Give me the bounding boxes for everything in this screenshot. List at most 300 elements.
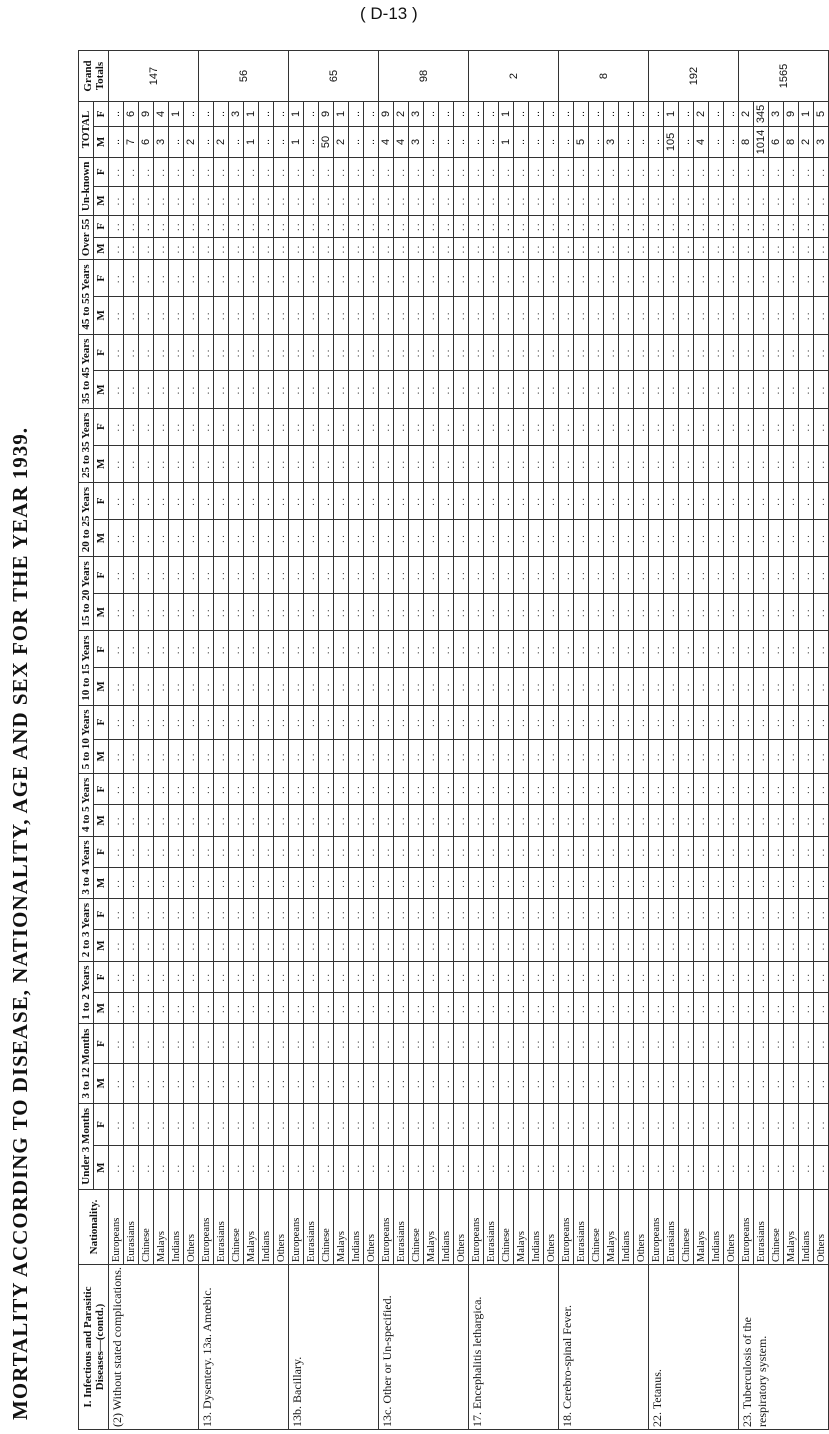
age-sex-cell: .. [334, 1024, 349, 1063]
age-sex-cell: .. [349, 408, 364, 445]
age-sex-cell: .. [244, 483, 259, 520]
age-sex-cell: .. [784, 930, 799, 962]
age-sex-cell: .. [709, 260, 724, 297]
age-sex-cell: .. [784, 1146, 799, 1190]
age-sex-cell: .. [754, 445, 769, 482]
age-sex-cell: .. [529, 739, 544, 774]
age-sex-cell: .. [199, 774, 214, 805]
age-sex-cell: .. [424, 557, 439, 594]
age-sex-cell: .. [544, 1024, 559, 1063]
age-sex-cell: .. [259, 408, 274, 445]
age-sex-cell: .. [184, 992, 199, 1024]
age-sex-cell: .. [169, 260, 184, 297]
age-header: Under 3 Months [79, 1103, 94, 1189]
age-sex-cell: .. [154, 186, 169, 215]
nationality-cell: Eurasians [124, 1190, 139, 1265]
age-sex-cell: .. [574, 334, 589, 371]
age-sex-cell: .. [619, 519, 634, 556]
age-sex-cell: .. [799, 158, 814, 187]
age-header: 2 to 3 Years [79, 899, 94, 962]
age-sex-cell: .. [634, 519, 649, 556]
age-sex-cell: .. [259, 260, 274, 297]
age-sex-cell: .. [619, 215, 634, 237]
age-sex-cell: .. [349, 445, 364, 482]
age-sex-cell: .. [799, 930, 814, 962]
age-sex-cell: .. [754, 930, 769, 962]
age-sex-cell: .. [589, 334, 604, 371]
sex-m: M [94, 668, 109, 705]
age-sex-cell: .. [199, 992, 214, 1024]
age-sex-cell: .. [304, 334, 319, 371]
age-sex-cell: .. [469, 836, 484, 867]
age-sex-cell: .. [334, 930, 349, 962]
age-sex-cell: .. [514, 992, 529, 1024]
age-sex-cell: .. [124, 705, 139, 739]
age-sex-cell: .. [469, 519, 484, 556]
age-sex-cell: .. [514, 519, 529, 556]
age-sex-cell: .. [724, 805, 739, 837]
table-row [754, 51, 769, 1430]
age-sex-cell: .. [289, 739, 304, 774]
age-sex-cell: .. [139, 158, 154, 187]
age-sex-cell: .. [604, 774, 619, 805]
age-sex-cell: .. [634, 631, 649, 668]
age-header: 3 to 4 Years [79, 836, 94, 899]
age-sex-cell: .. [349, 594, 364, 631]
age-sex-cell: .. [439, 774, 454, 805]
age-sex-cell: .. [739, 557, 754, 594]
age-sex-cell: .. [784, 899, 799, 930]
nationality-cell: Malays [604, 1190, 619, 1265]
age-sex-cell: .. [244, 557, 259, 594]
age-sex-cell: .. [274, 961, 289, 992]
age-sex-cell: .. [544, 705, 559, 739]
age-header: 20 to 25 Years [79, 483, 94, 557]
age-sex-cell: .. [784, 408, 799, 445]
age-sex-cell: .. [544, 519, 559, 556]
age-sex-cell: .. [484, 930, 499, 962]
age-sex-cell: .. [409, 774, 424, 805]
age-sex-cell: .. [109, 215, 124, 237]
age-sex-cell: .. [694, 961, 709, 992]
age-sex-cell: .. [289, 992, 304, 1024]
age-sex-cell: .. [319, 1146, 334, 1190]
age-sex-cell: .. [334, 1146, 349, 1190]
age-sex-cell: .. [439, 961, 454, 992]
table-row [154, 51, 169, 1430]
age-sex-cell: .. [274, 1063, 289, 1103]
age-sex-cell: .. [664, 158, 679, 187]
age-sex-cell: .. [424, 237, 439, 260]
age-sex-cell: .. [619, 594, 634, 631]
age-sex-cell: .. [649, 215, 664, 237]
age-sex-cell: .. [544, 930, 559, 962]
age-sex-cell: .. [364, 961, 379, 992]
age-sex-cell: .. [439, 867, 454, 899]
age-sex-cell: .. [184, 237, 199, 260]
age-sex-cell: .. [454, 961, 469, 992]
age-sex-cell: .. [229, 774, 244, 805]
age-sex-cell: .. [679, 260, 694, 297]
age-sex-cell: .. [724, 631, 739, 668]
age-sex-cell: .. [439, 519, 454, 556]
age-sex-cell: .. [559, 445, 574, 482]
age-sex-cell: .. [559, 297, 574, 334]
age-sex-cell: .. [739, 483, 754, 520]
table-row [799, 51, 814, 1430]
age-sex-cell: .. [769, 705, 784, 739]
age-sex-cell: .. [694, 237, 709, 260]
age-sex-cell: .. [724, 215, 739, 237]
age-sex-cell: .. [574, 961, 589, 992]
age-sex-cell: .. [319, 371, 334, 408]
age-sex-cell: .. [424, 186, 439, 215]
age-sex-cell: .. [769, 899, 784, 930]
age-sex-cell: .. [754, 594, 769, 631]
age-sex-cell: .. [784, 483, 799, 520]
total-f-cell: 1 [334, 102, 349, 127]
age-sex-cell: .. [559, 237, 574, 260]
total-f-cell: 4 [154, 102, 169, 127]
age-sex-cell: .. [304, 668, 319, 705]
age-sex-cell: .. [289, 774, 304, 805]
age-sex-cell: .. [544, 334, 559, 371]
age-sex-cell: .. [619, 739, 634, 774]
age-sex-cell: .. [559, 519, 574, 556]
age-sex-cell: .. [469, 408, 484, 445]
age-sex-cell: .. [364, 631, 379, 668]
total-m-cell: 2 [214, 126, 229, 157]
nationality-cell: Europeans [559, 1190, 574, 1265]
age-sex-cell: .. [349, 297, 364, 334]
age-sex-cell: .. [484, 992, 499, 1024]
age-sex-cell: .. [694, 992, 709, 1024]
age-sex-cell: .. [724, 705, 739, 739]
age-sex-cell: .. [784, 158, 799, 187]
table-row [289, 51, 304, 1430]
age-sex-cell: .. [484, 1063, 499, 1103]
table-row [709, 51, 724, 1430]
age-sex-cell: .. [634, 186, 649, 215]
age-sex-cell: .. [199, 158, 214, 187]
age-sex-cell: .. [739, 215, 754, 237]
age-sex-cell: .. [124, 519, 139, 556]
age-sex-cell: .. [214, 158, 229, 187]
age-sex-cell: .. [664, 371, 679, 408]
grand-total-cell: 1565 [739, 51, 829, 102]
age-sex-cell: .. [334, 739, 349, 774]
total-m-cell: .. [274, 126, 289, 157]
age-sex-cell: .. [379, 739, 394, 774]
age-sex-cell: .. [439, 705, 454, 739]
age-sex-cell: .. [739, 899, 754, 930]
age-sex-cell: .. [229, 836, 244, 867]
age-sex-cell: .. [649, 260, 664, 297]
total-m-cell: .. [724, 126, 739, 157]
age-sex-cell: .. [259, 805, 274, 837]
age-sex-cell: .. [409, 1063, 424, 1103]
age-sex-cell: .. [349, 1146, 364, 1190]
age-sex-cell: .. [469, 158, 484, 187]
age-sex-cell: .. [574, 371, 589, 408]
age-sex-cell: .. [469, 668, 484, 705]
age-sex-cell: .. [169, 961, 184, 992]
age-sex-cell: .. [364, 260, 379, 297]
age-sex-cell: .. [349, 930, 364, 962]
age-sex-cell: .. [424, 739, 439, 774]
age-sex-cell: .. [634, 961, 649, 992]
age-sex-cell: .. [154, 1103, 169, 1146]
age-sex-cell: .. [349, 705, 364, 739]
age-sex-cell: .. [769, 594, 784, 631]
age-sex-cell: .. [544, 297, 559, 334]
age-sex-cell: .. [364, 237, 379, 260]
age-sex-cell: .. [559, 186, 574, 215]
age-sex-cell: .. [394, 961, 409, 992]
age-sex-cell: .. [604, 186, 619, 215]
age-sex-cell: .. [724, 930, 739, 962]
age-sex-cell: .. [199, 594, 214, 631]
age-sex-cell: .. [304, 186, 319, 215]
total-f-cell: 1 [289, 102, 304, 127]
sex-f: F [94, 483, 109, 520]
age-sex-cell: .. [274, 739, 289, 774]
age-sex-cell: .. [709, 519, 724, 556]
age-sex-cell: .. [634, 805, 649, 837]
age-sex-cell: .. [709, 371, 724, 408]
total-m-cell: .. [199, 126, 214, 157]
age-sex-cell: .. [754, 519, 769, 556]
age-sex-cell: .. [169, 739, 184, 774]
age-sex-cell: .. [484, 371, 499, 408]
age-sex-cell: .. [559, 774, 574, 805]
age-sex-cell: .. [319, 705, 334, 739]
age-sex-cell: .. [139, 1063, 154, 1103]
age-sex-cell: .. [769, 1146, 784, 1190]
age-sex-cell: .. [559, 334, 574, 371]
age-sex-cell: .. [184, 186, 199, 215]
total-m-cell: 3 [154, 126, 169, 157]
age-sex-cell: .. [469, 237, 484, 260]
age-sex-cell: .. [379, 836, 394, 867]
age-sex-cell: .. [634, 297, 649, 334]
age-sex-cell: .. [619, 930, 634, 962]
total-f-cell: .. [649, 102, 664, 127]
age-sex-cell: .. [154, 992, 169, 1024]
age-sex-cell: .. [244, 408, 259, 445]
age-sex-cell: .. [304, 774, 319, 805]
age-sex-cell: .. [454, 899, 469, 930]
age-sex-cell: .. [484, 739, 499, 774]
age-sex-cell: .. [634, 260, 649, 297]
age-sex-cell: .. [274, 1146, 289, 1190]
age-header: Un-known [79, 158, 94, 216]
age-sex-cell: .. [199, 899, 214, 930]
age-sex-cell: .. [409, 836, 424, 867]
age-sex-cell: .. [469, 705, 484, 739]
age-sex-cell: .. [499, 899, 514, 930]
age-sex-cell: .. [514, 668, 529, 705]
age-sex-cell: .. [364, 297, 379, 334]
age-sex-cell: .. [529, 705, 544, 739]
age-sex-cell: .. [364, 705, 379, 739]
age-sex-cell: .. [544, 774, 559, 805]
total-f-cell: .. [709, 102, 724, 127]
age-sex-cell: .. [499, 371, 514, 408]
grand-total-cell: 2 [469, 51, 559, 102]
table-row [139, 51, 154, 1430]
age-sex-cell: .. [139, 1103, 154, 1146]
age-sex-cell: .. [664, 186, 679, 215]
table-row [604, 51, 619, 1430]
age-sex-cell: .. [694, 899, 709, 930]
age-sex-cell: .. [154, 297, 169, 334]
age-sex-cell: .. [289, 836, 304, 867]
age-sex-cell: .. [514, 774, 529, 805]
age-sex-cell: .. [454, 774, 469, 805]
age-sex-cell: .. [259, 899, 274, 930]
age-sex-cell: .. [334, 774, 349, 805]
table-row [469, 51, 484, 1430]
age-sex-cell: .. [169, 186, 184, 215]
age-sex-cell: .. [424, 215, 439, 237]
age-sex-cell: .. [259, 1063, 274, 1103]
age-sex-cell: .. [754, 805, 769, 837]
total-f-cell: 3 [769, 102, 784, 127]
age-sex-cell: .. [799, 668, 814, 705]
age-sex-cell: .. [619, 158, 634, 187]
age-sex-cell: .. [604, 371, 619, 408]
age-sex-cell: .. [739, 1103, 754, 1146]
age-sex-cell: .. [439, 408, 454, 445]
age-sex-cell: .. [319, 992, 334, 1024]
age-sex-cell: .. [484, 1024, 499, 1063]
sex-f: F [94, 408, 109, 445]
age-sex-cell: .. [709, 1146, 724, 1190]
age-sex-cell: .. [379, 445, 394, 482]
age-sex-cell: .. [424, 1024, 439, 1063]
age-sex-cell: .. [139, 237, 154, 260]
age-sex-cell: .. [499, 668, 514, 705]
age-sex-cell: .. [454, 371, 469, 408]
age-sex-cell: .. [679, 631, 694, 668]
age-sex-cell: .. [424, 705, 439, 739]
age-sex-cell: .. [559, 483, 574, 520]
age-sex-cell: .. [664, 899, 679, 930]
age-sex-cell: .. [784, 836, 799, 867]
age-sex-cell: .. [529, 297, 544, 334]
age-sex-cell: .. [424, 158, 439, 187]
age-sex-cell: .. [349, 739, 364, 774]
age-sex-cell: .. [169, 668, 184, 705]
age-sex-cell: .. [799, 836, 814, 867]
age-sex-cell: .. [424, 930, 439, 962]
age-sex-cell: .. [754, 186, 769, 215]
age-sex-cell: .. [274, 519, 289, 556]
age-sex-cell: .. [589, 631, 604, 668]
nationality-cell: Others [634, 1190, 649, 1265]
age-sex-cell: .. [334, 260, 349, 297]
age-sex-cell: .. [259, 297, 274, 334]
age-sex-cell: .. [514, 215, 529, 237]
age-sex-cell: .. [784, 237, 799, 260]
age-sex-cell: .. [274, 334, 289, 371]
age-sex-cell: .. [559, 1103, 574, 1146]
age-sex-cell: .. [409, 631, 424, 668]
age-sex-cell: .. [634, 1103, 649, 1146]
age-sex-cell: .. [574, 408, 589, 445]
age-sex-cell: .. [544, 1146, 559, 1190]
age-sex-cell: .. [799, 260, 814, 297]
age-sex-cell: .. [169, 1024, 184, 1063]
age-sex-cell: .. [694, 186, 709, 215]
age-sex-cell: .. [184, 631, 199, 668]
age-sex-cell: .. [379, 805, 394, 837]
age-sex-cell: .. [499, 408, 514, 445]
age-sex-cell: .. [169, 483, 184, 520]
age-sex-cell: .. [709, 445, 724, 482]
age-sex-cell: .. [649, 774, 664, 805]
age-sex-cell: .. [709, 1103, 724, 1146]
age-sex-cell: .. [379, 594, 394, 631]
age-sex-cell: .. [139, 961, 154, 992]
age-header: 5 to 10 Years [79, 705, 94, 773]
age-sex-cell: .. [274, 836, 289, 867]
age-sex-cell: .. [709, 215, 724, 237]
age-sex-cell: .. [694, 158, 709, 187]
age-sex-cell: .. [799, 371, 814, 408]
age-sex-cell: .. [214, 1103, 229, 1146]
total-f-cell: .. [214, 102, 229, 127]
age-sex-cell: .. [574, 739, 589, 774]
age-sex-cell: .. [769, 408, 784, 445]
age-sex-cell: .. [319, 557, 334, 594]
age-sex-cell: .. [754, 237, 769, 260]
total-f-cell: .. [364, 102, 379, 127]
age-sex-cell: .. [574, 992, 589, 1024]
age-sex-cell: .. [694, 867, 709, 899]
age-sex-cell: .. [724, 1103, 739, 1146]
age-sex-cell: .. [754, 483, 769, 520]
age-sex-cell: .. [334, 867, 349, 899]
age-sex-cell: .. [529, 186, 544, 215]
age-sex-cell: .. [409, 237, 424, 260]
age-sex-cell: .. [529, 631, 544, 668]
age-sex-cell: .. [304, 705, 319, 739]
age-sex-cell: .. [214, 805, 229, 837]
age-sex-cell: .. [349, 668, 364, 705]
age-sex-cell: .. [379, 334, 394, 371]
age-sex-cell: .. [319, 334, 334, 371]
age-sex-cell: .. [619, 445, 634, 482]
age-sex-cell: .. [649, 961, 664, 992]
age-sex-cell: .. [709, 992, 724, 1024]
age-sex-cell: .. [664, 483, 679, 520]
age-sex-cell: .. [529, 334, 544, 371]
age-sex-cell: .. [499, 739, 514, 774]
age-sex-cell: .. [244, 334, 259, 371]
age-sex-cell: .. [724, 186, 739, 215]
age-sex-cell: .. [184, 1024, 199, 1063]
total-m-cell: 105 [664, 126, 679, 157]
age-sex-cell: .. [724, 445, 739, 482]
age-sex-cell: .. [454, 186, 469, 215]
age-sex-cell: .. [349, 631, 364, 668]
table-row [784, 51, 799, 1430]
age-sex-cell: .. [124, 158, 139, 187]
age-sex-cell: .. [814, 739, 829, 774]
age-sex-cell: .. [424, 1103, 439, 1146]
